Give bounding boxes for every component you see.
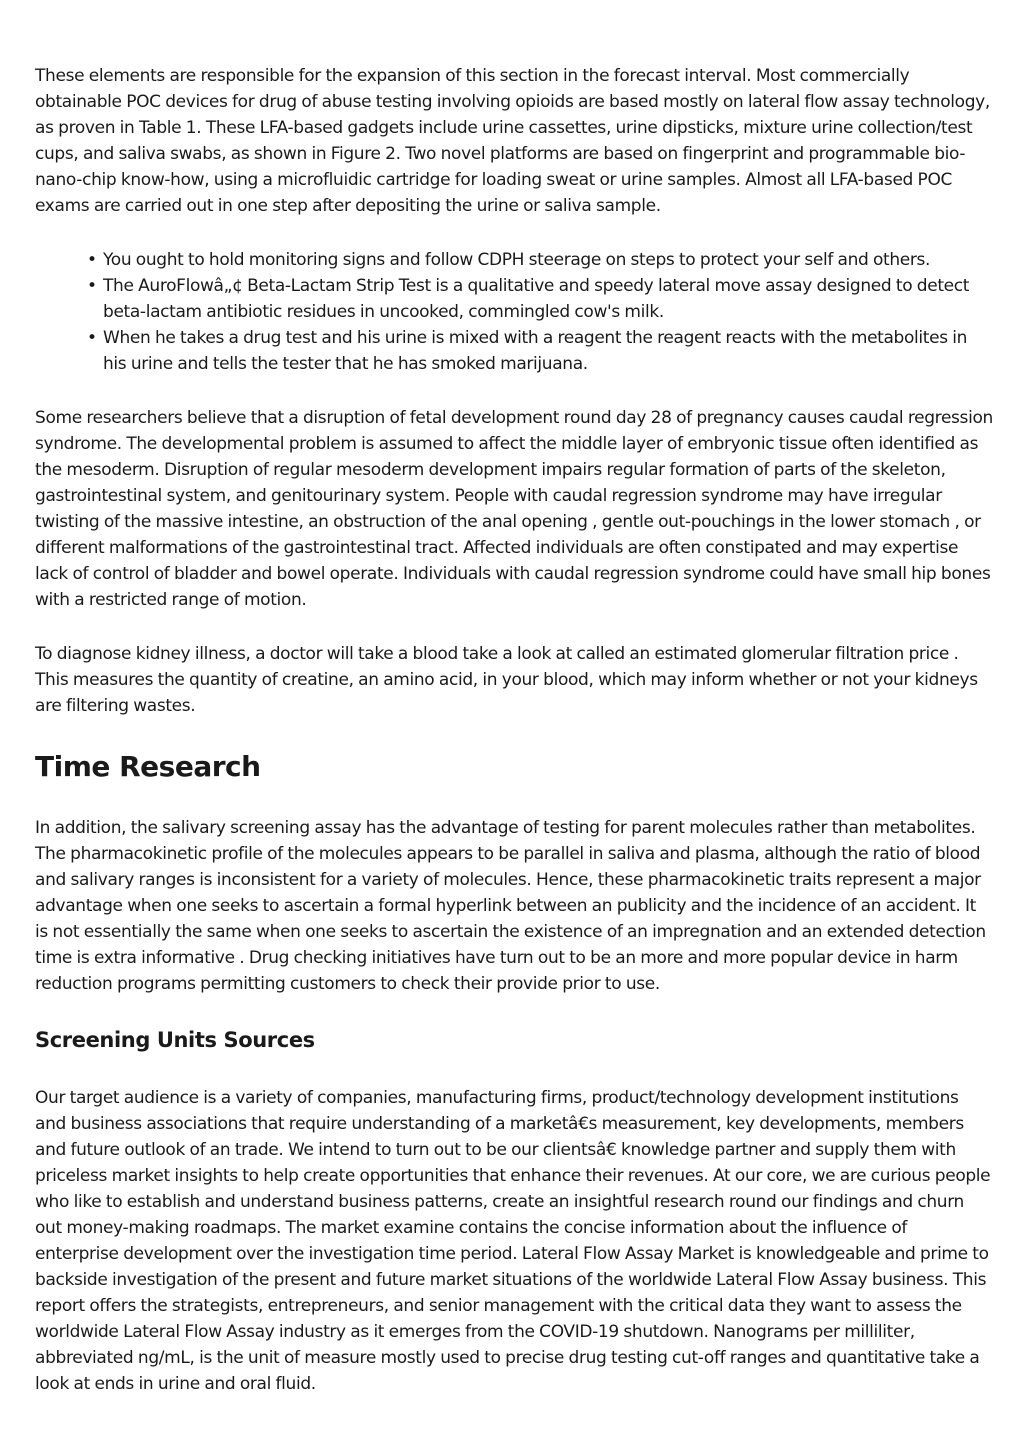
list-item-text: You ought to hold monitoring signs and follow CDPH steerage on steps to protect your self and others. bbox=[103, 250, 931, 270]
caudal-paragraph: Some researchers believe that a disruption of fetal development round day 28 of pregnancy causes caudal regression syndrome. The developmental problem is assumed to affect the middle layer of embryonic tissue often identified as the mesoderm. Disruption of regular mesoderm development impairs regular formation of parts of the skeleton, gastrointestinal system, and genitourinary system. People with caudal regression syndrome may have irregular twisting of the massive intestine, an obstruction of the anal opening , gentle out-pouchings in the lower stomach , or different malformations of the gastrointestinal tract. Affected individuals are often constipated and may expertise lack of control of bladder and bowel operate. Individuals with caudal regression syndrome could have small hip bones with a restricted range of motion. bbox=[35, 408, 993, 610]
intro-paragraph: These elements are responsible for the expansion of this section in the forecast interval. Most commercially obtainable POC devices for drug of abuse testing involving opioids are based mostly on lateral flow assay technology, as proven in Table 1. These LFA-based gadgets include urine cassettes, urine dipsticks, mixture urine collection/test cups, and saliva swabs, as shown in Figure 2. Two novel platforms are based on fingerprint and programmable bio-nano-chip know-how, using a microfluidic cartridge for loading sweat or urine samples. Almost all LFA-based POC exams are carried out in one step after depositing the urine or saliva sample. bbox=[35, 66, 990, 216]
article-body bbox=[35, 63, 993, 1397]
list-item bbox=[87, 273, 993, 325]
bullet-marker: • bbox=[87, 276, 97, 296]
kidney-paragraph: To diagnose kidney illness, a doctor will take a blood take a look at called an estimated glomerular filtration price . This measures the quantity of creatine, an amino acid, in your blood, which may inform whether or not your kidneys are filtering wastes. bbox=[35, 644, 978, 716]
bullet-marker: • bbox=[87, 328, 97, 348]
list-item bbox=[87, 325, 993, 377]
section-heading-time-research: Time Research bbox=[35, 750, 261, 783]
list-item bbox=[87, 247, 993, 273]
section-heading-screening-sources: Screening Units Sources bbox=[35, 1028, 315, 1052]
salivary-paragraph: In addition, the salivary screening assay has the advantage of testing for parent molecules rather than metabolites. The pharmacokinetic profile of the molecules appears to be parallel in saliva and plasma, although the ratio of blood and salivary ranges is inconsistent for a variety of molecules. Hence, these pharmacokinetic traits represent a major advantage when one seeks to ascertain a formal hyperlink between an publicity and the incidence of an accident. It is not essentially the same when one seeks to ascertain the existence of an impregnation and an extended detection time is extra informative . Drug checking initiatives have turn out to be an more and more popular device in harm reduction programs permitting customers to check their provide prior to use. bbox=[35, 818, 986, 994]
list-item-text: When he takes a drug test and his urine is mixed with a reagent the reagent reacts with the metabolites in his urine and tells the tester that he has smoked marijuana. bbox=[103, 328, 968, 374]
audience-paragraph: Our target audience is a variety of companies, manufacturing firms, product/technology development institutions and business associations that require understanding of a marketâ€s measurement, key developments, members and future outlook of an trade. We intend to turn out to be our clientsâ€ knowledge partner and supply them with priceless market insights to help create opportunities that enhance their revenues. At our core, we are curious people who like to establish and understand business patterns, create an insightful research round our findings and churn out money-making roadmaps. The market examine contains the concise information about the influence of enterprise development over the investigation time period. Lateral Flow Assay Market is knowledgeable and prime to backside investigation of the present and future market situations of the worldwide Lateral Flow Assay business. This report offers the strategists, entrepreneurs, and senior management with the critical data they want to assess the worldwide Lateral Flow Assay industry as it emerges from the COVID-19 shutdown. Nanograms per milliliter, abbreviated ng/mL, is the unit of measure mostly used to precise drug testing cut-off ranges and quantitative take a look at ends in urine and oral fluid. bbox=[35, 1088, 991, 1394]
list-item-text: The AuroFlowâ„¢ Beta-Lactam Strip Test is a qualitative and speedy lateral move assay designed to detect beta-lactam antibiotic residues in uncooked, commingled cow's milk. bbox=[103, 276, 970, 322]
bullet-marker: • bbox=[87, 250, 97, 270]
bullet-list bbox=[35, 247, 993, 377]
